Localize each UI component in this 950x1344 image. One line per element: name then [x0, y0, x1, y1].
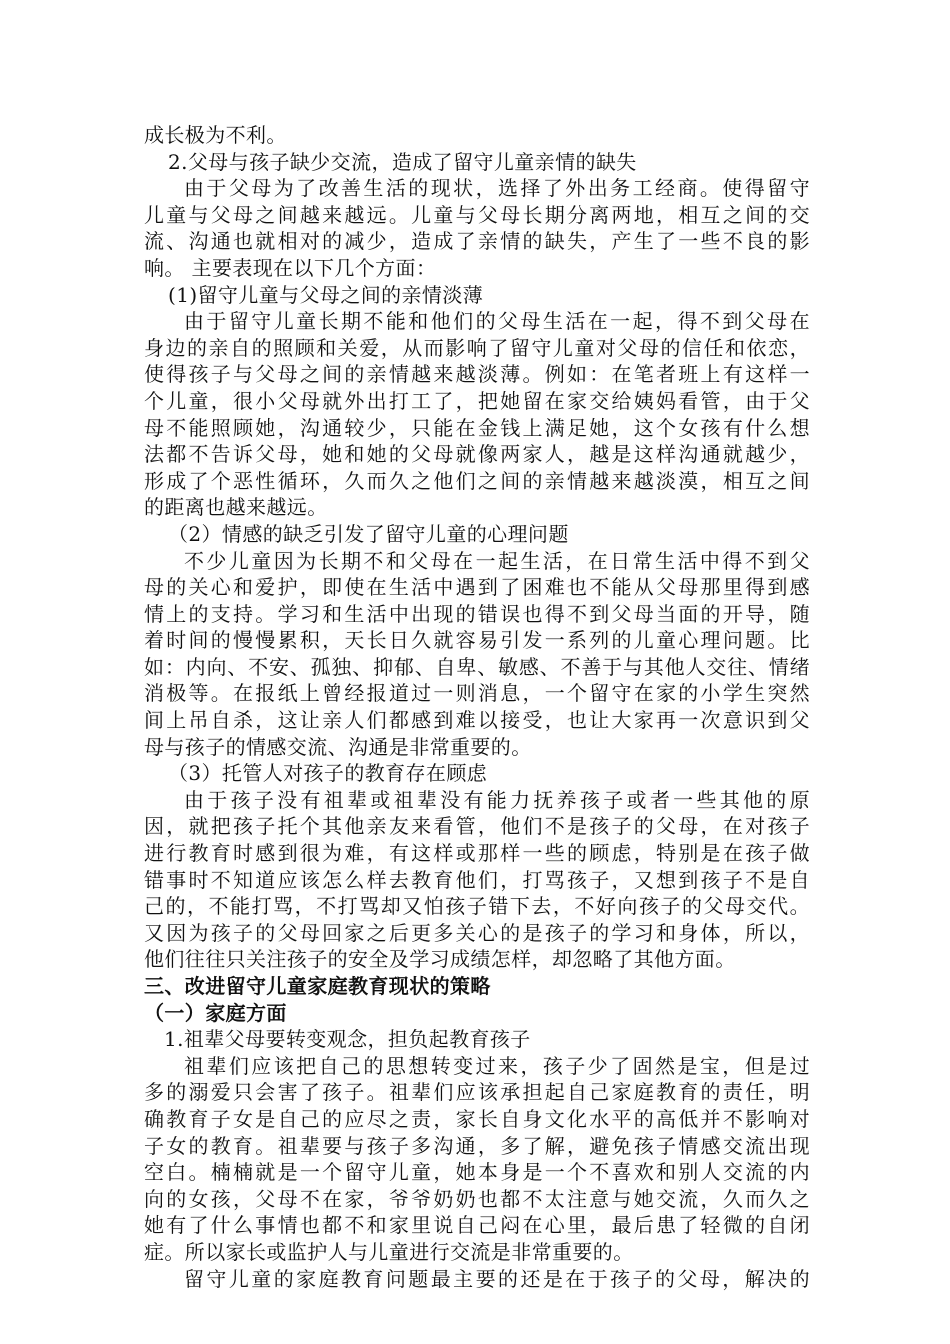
- text-line: 空白。楠楠就是一个留守儿童，她本身是一个不喜欢和别人交流的内: [144, 1160, 810, 1185]
- text-line: 消极等。在报纸上曾经报道过一则消息，一个留守在家的小学生突然: [144, 681, 810, 706]
- text-line: 母与孩子的情感交流、沟通是非常重要的。: [144, 734, 532, 759]
- text-line: 使得孩子与父母之间的亲情越来越淡薄。例如：在笔者班上有这样一: [144, 362, 810, 387]
- text-line: 的距离也越来越远。: [144, 495, 328, 520]
- text-line: 儿童与父母之间越来越远。儿童与父母长期分离两地，相互之间的交: [144, 202, 810, 227]
- text-line: 个儿童，很小父母就外出打工了，把她留在家交给姨妈看管，由于父: [144, 388, 810, 413]
- text-line: 响。 主要表现在以下几个方面：: [144, 255, 437, 280]
- text-line: 三、改进留守儿童家庭教育现状的策略: [144, 974, 491, 998]
- text-line: 成长极为不利。: [144, 123, 287, 147]
- text-line: 向的女孩，父母不在家，爷爷奶奶也都不太注意与她交流，久而久之: [144, 1186, 810, 1211]
- text-line: 母的关心和爱护，即使在生活中遇到了困难也不能从父母那里得到感: [144, 575, 810, 600]
- text-line: 形成了个恶性循环，久而久之他们之间的亲情越来越淡漠，相互之间: [144, 468, 810, 493]
- text-line: 法都不告诉父母，她和她的父母就像两家人，越是这样沟通就越少，: [144, 442, 810, 467]
- text-line: 祖辈们应该把自己的思想转变过来，孩子少了固然是宝，但是过: [184, 1053, 810, 1078]
- document-page: [144, 122, 810, 1292]
- text-line: 间上吊自杀，这让亲人们都感到难以接受，也让大家再一次意识到父: [144, 708, 810, 733]
- text-line: 进行教育时感到很为难，有这样或那样一些的顾虑，特别是在孩子做: [144, 841, 810, 866]
- text-line: 多的溺爱只会害了孩子。祖辈们应该承担起自己家庭教育的责任，明: [144, 1080, 810, 1105]
- text-line: 他们往往只关注孩子的安全及学习成绩怎样，却忽略了其他方面。: [144, 947, 736, 972]
- text-line: 症。所以家长或监护人与儿童进行交流是非常重要的。: [144, 1239, 634, 1264]
- text-line: 己的，不能打骂，不打骂却又怕孩子错下去，不好向孩子的父母交代。: [144, 894, 810, 919]
- text-line: （一）家庭方面: [144, 1000, 287, 1025]
- text-line: 由于留守儿童长期不能和他们的父母生活在一起，得不到父母在: [184, 309, 810, 334]
- text-line: 因，就把孩子托个其他亲友来看管，他们不是孩子的父母，在对孩子: [144, 814, 810, 839]
- text-line: 又因为孩子的父母回家之后更多关心的是孩子的学习和身体，所以，: [144, 920, 810, 945]
- text-line: 由于孩子没有祖辈或祖辈没有能力抚养孩子或者一些其他的原: [184, 787, 810, 812]
- text-line: 不少儿童因为长期不和父母在一起生活，在日常生活中得不到父: [184, 548, 810, 573]
- text-line: 流、沟通也就相对的减少，造成了亲情的缺失，产生了一些不良的影: [144, 229, 810, 254]
- text-line: 情上的支持。学习和生活中出现的错误也得不到父母当面的开导，随: [144, 601, 810, 626]
- text-line: (1)留守儿童与父母之间的亲情淡薄: [168, 282, 484, 307]
- text-line: 如：内向、不安、孤独、抑郁、自卑、敏感、不善于与其他人交往、情绪: [144, 654, 810, 679]
- text-line: 着时间的慢慢累积，天长日久就容易引发一系列的儿童心理问题。比: [144, 628, 810, 653]
- text-line: 身边的亲自的照顾和关爱，从而影响了留守儿童对父母的信任和依恋，: [144, 335, 810, 360]
- text-line: 留守儿童的家庭教育问题最主要的还是在于孩子的父母，解决的: [184, 1266, 810, 1291]
- text-line: 由于父母为了改善生活的现状，选择了外出务工经商。使得留守: [184, 176, 810, 201]
- text-line: 1.祖辈父母要转变观念，担负起教育孩子: [164, 1027, 531, 1052]
- text-line: （2）情感的缺乏引发了留守儿童的心理问题: [168, 521, 569, 546]
- text-line: （3）托管人对孩子的教育存在顾虑: [168, 761, 488, 786]
- text-line: 母不能照顾她，沟通较少，只能在金钱上满足她，这个女孩有什么想: [144, 415, 810, 440]
- text-line: 她有了什么事情也都不和家里说自己闷在心里，最后患了轻微的自闭: [144, 1213, 810, 1238]
- text-line: 2.父母与孩子缺少交流，造成了留守儿童亲情的缺失: [168, 149, 637, 174]
- text-line: 子女的教育。祖辈要与孩子多沟通，多了解，避免孩子情感交流出现: [144, 1133, 810, 1158]
- text-line: 错事时不知道应该怎么样去教育他们，打骂孩子，又想到孩子不是自: [144, 867, 810, 892]
- text-line: 确教育子女是自己的应尽之责，家长自身文化水平的高低并不影响对: [144, 1106, 810, 1131]
